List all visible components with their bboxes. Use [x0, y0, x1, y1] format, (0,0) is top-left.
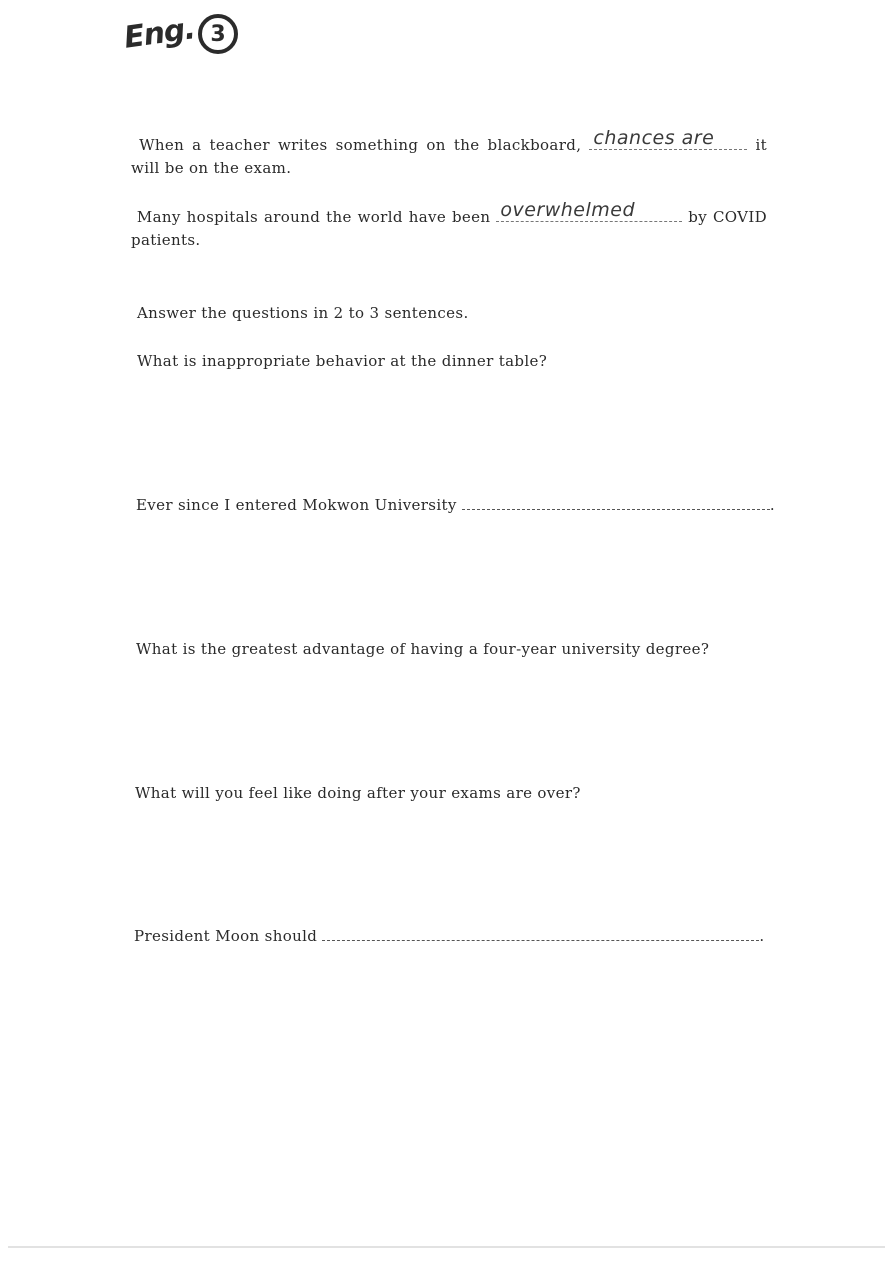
question-3: What is inappropriate behavior at the dinner table? — [137, 352, 548, 370]
scan-edge-line — [8, 1246, 885, 1248]
question-1 — [131, 127, 767, 180]
question-1-answer: chances are — [593, 127, 715, 149]
question-4-prompt: Ever since I entered Mokwon University — [136, 496, 457, 514]
question-7-blank[interactable] — [322, 930, 759, 941]
header-label: Eng. — [121, 11, 197, 56]
question-4-end: . — [769, 496, 775, 514]
question-4 — [136, 494, 775, 517]
circled-number-badge: 3 — [198, 14, 238, 54]
handwritten-header — [122, 12, 252, 68]
question-2-blank[interactable] — [496, 199, 682, 222]
question-7-end: . — [759, 927, 765, 945]
question-1-after: it will be on the exam. — [131, 136, 767, 177]
question-7-prompt: President Moon should — [134, 927, 318, 945]
question-7 — [134, 925, 774, 948]
question-2-after: by COVID patients. — [131, 208, 767, 249]
question-4-blank[interactable] — [462, 499, 770, 510]
question-2 — [131, 199, 767, 252]
question-2-answer: overwhelmed — [500, 199, 636, 221]
question-1-blank[interactable] — [589, 127, 747, 150]
question-2-before: Many hospitals around the world have been — [136, 208, 491, 226]
question-5: What is the greatest advantage of having a four-year university degree? — [136, 640, 710, 658]
instruction: Answer the questions in 2 to 3 sentences. — [137, 304, 469, 322]
question-6: What will you feel like doing after your exams are over? — [135, 784, 581, 802]
question-1-before: When a teacher writes something on the blackboard, — [139, 136, 582, 154]
